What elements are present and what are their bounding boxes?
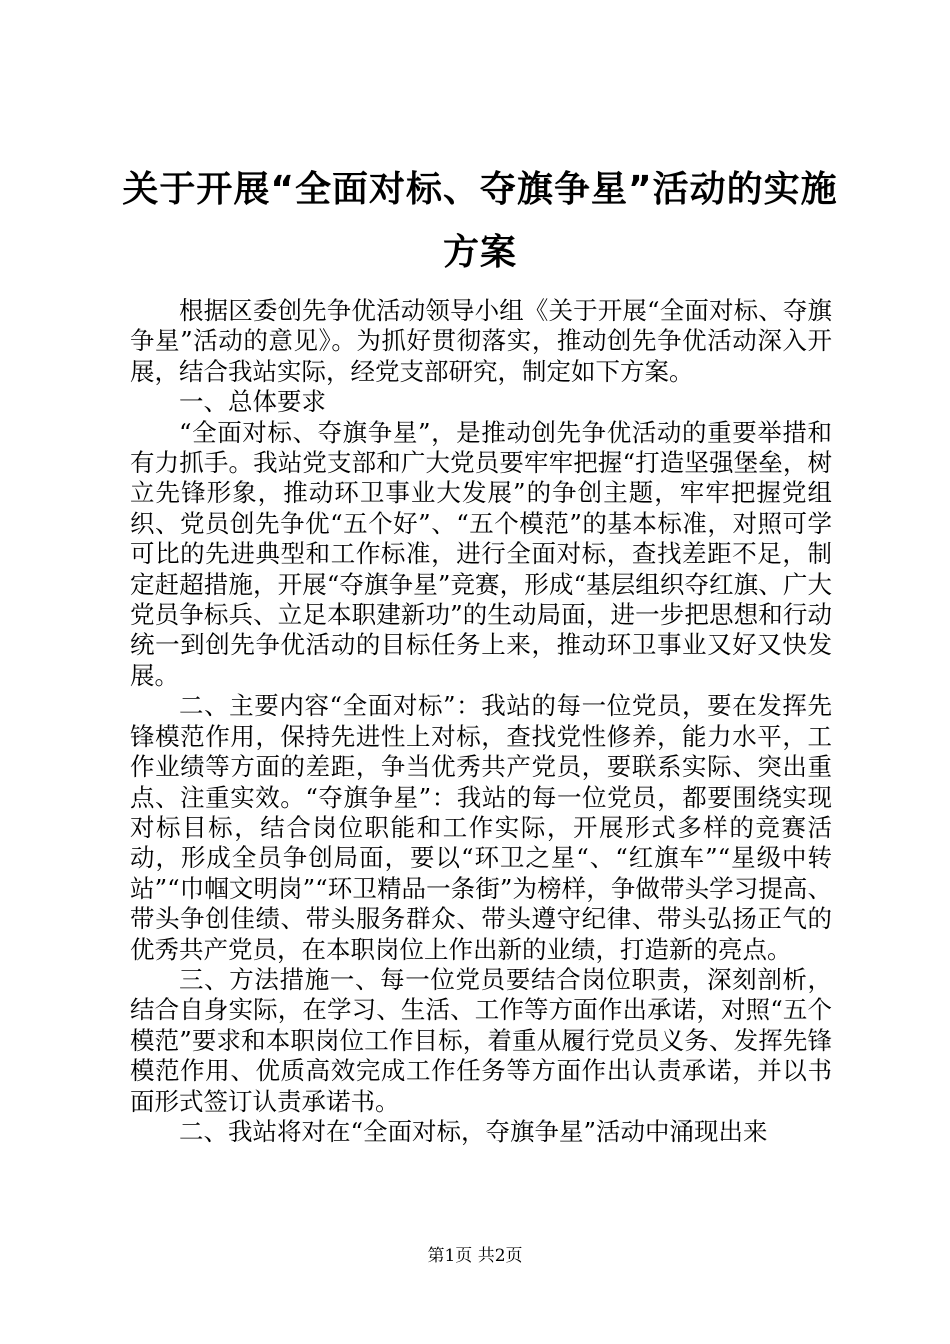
document-body <box>130 296 832 1147</box>
paragraph-intro: 根据区委创先争优活动领导小组《关于开展“全面对标、夺旗争星”活动的意见》。为抓好贯彻落实，推动创先争优活动深入开展，结合我站实际，经党支部研究，制定如下方案。 <box>130 296 832 386</box>
document-title: 关于开展“全面对标、夺旗争星”活动的实施方案 <box>122 169 838 273</box>
paragraph-general-requirements: “全面对标、夺旗争星”，是推动创先争优活动的重要举措和有力抓手。我站党支部和广大党员要牢牢把握“打造坚强堡垒，树立先锋形象，推动环卫事业大发展”的争创主题，牢牢把握党组织、党员创先争优“五个好”、“五个模范”的基本标准，对照可学可比的先进典型和工作标准，进行全面对标，查找差距不足，制定赶超措施，开展“夺旗争星”竞赛，形成“基层组织夺红旗、广大党员争标兵、立足本职建新功”的生动局面，进一步把思想和行动统一到创先争优活动的目标任务上来，推动环卫事业又好又快发展。 <box>130 417 832 690</box>
paragraph-methods-measures: 三、方法措施一、每一位党员要结合岗位职责，深刻剖析，结合自身实际，在学习、生活、工作等方面作出承诺，对照“五个模范”要求和本职岗位工作目标，着重从履行党员义务、发挥先锋模范作用、优质高效完成工作任务等方面作出认责承诺，并以书面形式签订认责承诺书。 <box>130 964 832 1116</box>
page-number-footer: 第1页 共2页 <box>427 1246 523 1266</box>
section-heading-general-requirements: 一、总体要求 <box>179 387 326 417</box>
paragraph-methods-second: 二、我站将对在“全面对标，夺旗争星”活动中涌现出来 <box>179 1116 768 1146</box>
paragraph-main-content: 二、主要内容“全面对标”：我站的每一位党员，要在发挥先锋模范作用，保持先进性上对标，查找党性修养，能力水平，工作业绩等方面的差距，争当优秀共产党员，要联系实际、突出重点、注重实效。“夺旗争星”：我站的每一位党员，都要围绕实现对标目标，结合岗位职能和工作实际，开展形式多样的竞赛活动，形成全员争创局面，要以“环卫之星“、“红旗车”“星级中转站”“巾帼文明岗”“环卫精品一条街”为榜样，争做带头学习提高、带头争创佳绩、带头服务群众、带头遵守纪律、带头弘扬正气的优秀共产党员，在本职岗位上作出新的业绩，打造新的亮点。 <box>130 691 832 964</box>
